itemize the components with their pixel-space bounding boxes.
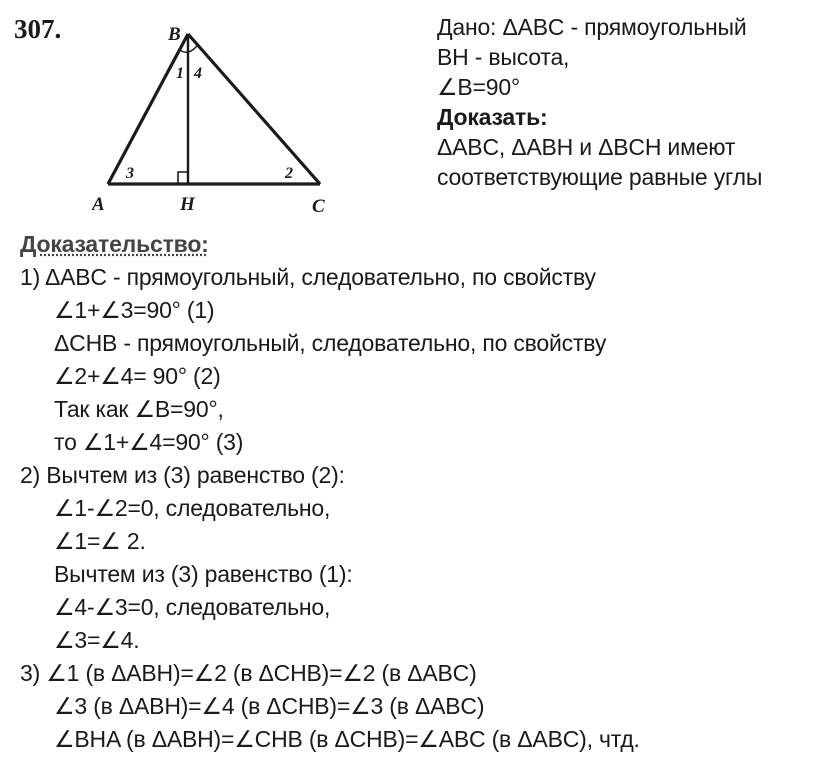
triangle-diagram [92,20,342,225]
given-line-1: Дано: ΔABC - прямоугольный [437,14,747,40]
angle-label-1: 1 [176,65,184,82]
proof-step1-line4: ∠2+∠4= 90° (2) [54,363,221,389]
proof-step1-line5: Так как ∠B=90°, [54,396,224,422]
proof-step3-line3: ∠BHA (в ΔABH)=∠CHB (в ΔCHB)=∠ABC (в ΔABC), чтд. [54,726,640,752]
proof-step2-line1: 2) Вычтем из (3) равенство (2): [20,462,345,488]
proof-step2-line6: ∠3=∠4. [54,627,140,653]
proof-step2-line3: ∠1=∠ 2. [54,528,146,554]
given-line-2: ВН - высота, [437,44,570,70]
side-ab [108,34,188,184]
side-bc [188,34,320,184]
proof-step1-line3: ΔCHB - прямоугольный, следовательно, по свойству [54,330,607,356]
given-block [437,12,832,192]
proof-step3-line2: ∠3 (в ΔABH)=∠4 (в ΔCHB)=∠3 (в ΔABC) [54,693,485,719]
proof-step3-line1: 3) ∠1 (в ΔABH)=∠2 (в ΔCHB)=∠2 (в ΔABC) [20,660,477,686]
problem-number: 307. [14,14,62,44]
prove-line-2: соответствующие равные углы [437,164,763,190]
proof-step2-line4: Вычтем из (3) равенство (1): [54,561,353,587]
right-angle-mark-h [178,172,188,184]
vertex-label-c: C [312,196,325,217]
angle-label-4: 4 [194,65,202,82]
angle-label-2: 2 [285,165,293,182]
proof-step1-line6: то ∠1+∠4=90° (3) [54,429,244,455]
vertex-label-a: A [92,194,105,215]
prove-title: Доказать: [437,104,548,130]
given-line-3: ∠B=90° [437,74,520,100]
proof-block [20,228,830,756]
vertex-label-b: B [168,24,181,45]
proof-step1-line2: ∠1+∠3=90° (1) [54,297,215,323]
proof-step1-line1: 1) ΔABC - прямоугольный, следовательно, по свойству [20,264,596,290]
angle-label-3: 3 [126,165,134,182]
vertex-label-h: H [180,194,195,215]
proof-heading: Доказательство: [20,231,209,257]
proof-step2-line5: ∠4-∠3=0, следовательно, [54,594,331,620]
proof-step2-line2: ∠1-∠2=0, следовательно, [54,495,331,521]
prove-line-1: ΔABC, ΔABH и ΔBCH имеют [437,134,736,160]
triangle-figure [92,20,342,225]
